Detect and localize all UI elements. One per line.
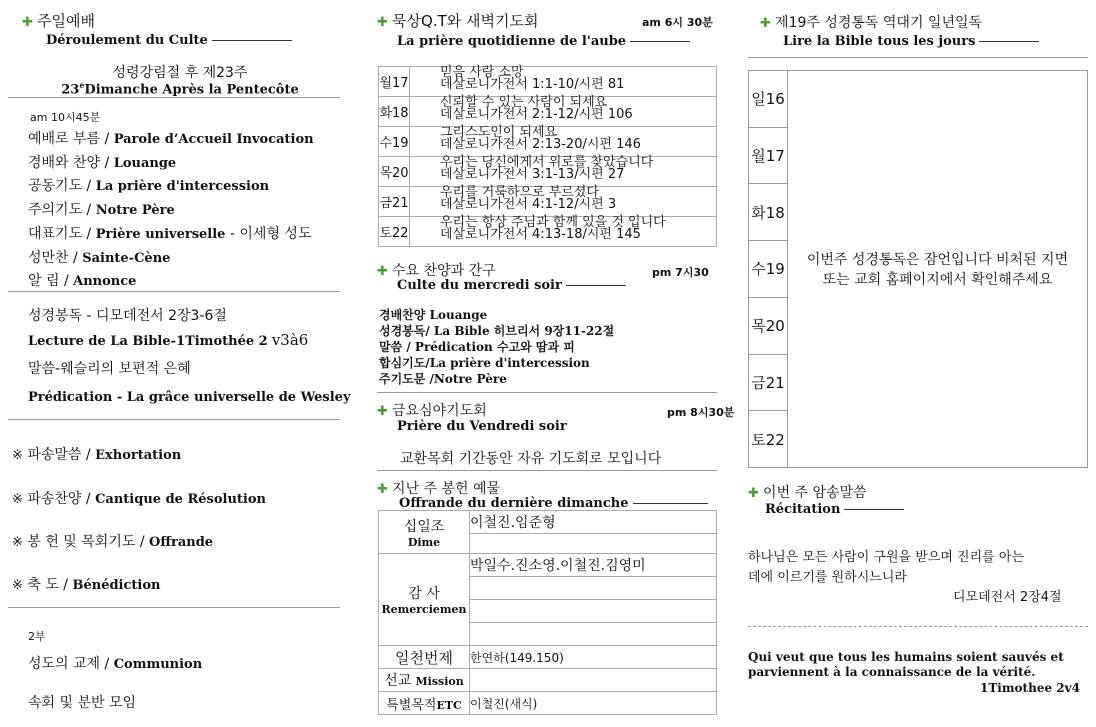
memory-verse-title-fr: Récitation xyxy=(765,502,841,517)
order-item: 성만찬 / Sainte-Cène xyxy=(28,249,171,266)
fri-note: 교환목회 기간동안 자유 기도회로 모입니다 xyxy=(400,451,662,467)
offering-table xyxy=(378,510,717,715)
mission-label: 선교 Mission xyxy=(379,669,470,692)
worship-title-fr: Déroulement du Culte xyxy=(46,33,208,48)
qt-header xyxy=(377,10,722,31)
memory-verse-text: 하나님은 모든 사람이 구원을 받으며 진리를 아는 xyxy=(748,550,1024,565)
weekly-reading-table xyxy=(748,70,1088,468)
closing-item: ※ 봉 헌 및 목회기도 / Offrande xyxy=(12,534,214,550)
order-item: 예배로 부름 / Parole d’Accueil Invocation xyxy=(28,131,314,147)
qt-row: 목20 우리는 당신에게서 위로를 찾았습니다 데살로니가전서 3:1-13/시편 27 xyxy=(379,157,717,187)
memory-verse-header xyxy=(748,482,867,502)
season-ko: 성령강림절 후 제23주 xyxy=(112,65,248,81)
cross-icon: ✚ xyxy=(22,15,33,30)
tithe-names: 이철진.임준형 xyxy=(470,511,717,534)
communion: 성도의 교제 / Communion xyxy=(28,656,203,672)
worship-title-fr-wrap xyxy=(46,33,292,48)
title-underline xyxy=(633,503,708,504)
qt-time: am 6시 30분 xyxy=(642,16,713,29)
cross-icon: ✚ xyxy=(760,16,771,31)
season-sup: e xyxy=(79,80,85,90)
title-underline xyxy=(979,41,1039,42)
fri-time: pm 8시30분 xyxy=(667,406,735,419)
day-label: 월17 xyxy=(749,127,788,184)
offering-header xyxy=(377,478,500,498)
offering-title-fr: Offrande du dernière dimanche xyxy=(399,496,629,511)
thousand-label: 일천번제 xyxy=(379,646,470,669)
season-number: 23 xyxy=(61,82,80,98)
order-item: 경배와 찬양 / Louange xyxy=(28,154,177,171)
bible-reading-title-ko: 제19주 성경통독 역대기 일년일독 xyxy=(775,15,983,31)
title-underline xyxy=(566,285,626,286)
closing-item: ※ 축 도 / Bénédiction xyxy=(12,577,161,593)
qt-row: 월17 믿음 사랑 소망 데살로니가전서 1:1-10/시편 81 xyxy=(379,67,717,97)
memory-verse-fr: Qui veut que tous les humains soient sauvés et xyxy=(748,650,1064,664)
cross-icon: ✚ xyxy=(377,404,388,419)
qt-title-fr-wrap xyxy=(397,34,690,49)
wed-title-fr-wrap xyxy=(397,278,626,293)
offering-title-ko: 지난 주 봉헌 예물 xyxy=(392,481,501,497)
wed-title-ko: 수요 찬양과 간구 xyxy=(392,263,496,279)
day-label: 화18 xyxy=(749,184,788,241)
day-label: 토22 xyxy=(749,411,788,468)
fri-header xyxy=(377,400,735,420)
special-names: 이철진(새식) xyxy=(470,692,717,715)
order-item: 공동기도 / La prière d'intercession xyxy=(28,178,270,195)
wed-line: 성경봉독/ La Bible 히브리서 9장11-22절 xyxy=(379,324,615,338)
qt-title-fr: La prière quotidienne de l'aube xyxy=(397,34,627,49)
reading-column xyxy=(738,0,1096,727)
divider xyxy=(8,607,340,608)
day-label: 금21 xyxy=(749,354,788,411)
order-item: 대표기도 / Prière universelle - 이세형 성도 xyxy=(28,225,312,242)
thousand-names: 한연하(149.150) xyxy=(470,646,717,669)
cross-icon: ✚ xyxy=(377,15,388,30)
divider xyxy=(8,291,340,292)
worship-header xyxy=(22,10,95,31)
divider xyxy=(748,626,1088,627)
part2-label: 2부 xyxy=(28,630,46,643)
title-underline xyxy=(844,509,904,510)
tithe-label: 십일조 Dime xyxy=(379,511,470,554)
reading-verses: v3à6 xyxy=(271,331,309,349)
wed-header xyxy=(377,260,722,280)
bible-reading-title-fr-wrap xyxy=(783,34,1039,49)
special-label: 특별목적ETC xyxy=(379,692,470,715)
qt-row: 토22 우리는 항상 주님과 함께 있을 것 입니다 데살로니가전서 4:13-18/시편 145 xyxy=(379,217,717,247)
memory-verse-ref: 디모데전서 2장4절 xyxy=(953,590,1062,605)
order-item: 주의기도 / Notre Père xyxy=(28,202,175,219)
worship-column xyxy=(0,0,350,727)
wed-line: 주기도문 /Notre Père xyxy=(379,372,507,386)
closing-item: ※ 파송말씀 / Exhortation xyxy=(12,447,182,463)
divider xyxy=(377,392,717,393)
season-fr-text: Dimanche Après la Pentecôte xyxy=(84,82,299,98)
weekly-reading-note: 이번주 성경통독은 잠언입니다 비처된 지면 또는 교회 홈페이지에서 확인해주세요 xyxy=(788,71,1088,468)
reading-fr-wrap xyxy=(28,331,308,349)
order-item: 알 림 / Annonce xyxy=(28,273,137,290)
reading-fr: Lecture de La Bible-1Timothée 2 xyxy=(28,334,268,349)
qt-row: 금21 우리를 거룩하으로 부르셨다 데살로니가전서 4:1-12/시편 3 xyxy=(379,187,717,217)
fri-title-fr: Prière du Vendredi soir xyxy=(397,419,567,434)
thanks-label: 감 사 Remerciemen xyxy=(379,554,470,646)
title-underline xyxy=(630,41,690,42)
thanks-names: 박일수.진소영.이철진.김영미 xyxy=(470,554,717,577)
sermon-fr: Prédication - La grâce universelle de Wesley xyxy=(28,390,351,405)
weekday-column xyxy=(365,0,735,727)
cross-icon: ✚ xyxy=(748,486,759,501)
qt-title-ko: 묵상Q.T와 새벽기도회 xyxy=(392,12,539,30)
memory-verse-fr: parviennent à la connaissance de la vérité. xyxy=(748,665,1036,679)
wed-line: 경배찬양 Louange xyxy=(379,308,488,322)
wed-program xyxy=(379,307,614,387)
order-list xyxy=(28,128,314,294)
fri-title-ko: 금요심야기도회 xyxy=(392,403,487,419)
bible-reading-title-fr: Lire la Bible tous les jours xyxy=(783,34,976,49)
bible-reading-header xyxy=(760,12,982,32)
qt-row: 화18 신뢰할 수 있는 사람이 되세요 데살로니가전서 2:1-12/시편 106 xyxy=(379,97,717,127)
memory-verse-text: 데에 이르기를 원하시느니라 xyxy=(748,570,907,585)
day-label: 일16 xyxy=(749,71,788,128)
season-fr xyxy=(0,80,360,97)
day-label: 목20 xyxy=(749,297,788,354)
day-label: 수19 xyxy=(749,241,788,298)
qt-table xyxy=(378,66,717,247)
worship-time: am 10시45분 xyxy=(30,111,101,124)
cross-icon: ✚ xyxy=(377,482,388,497)
group-meeting: 속회 및 분반 모임 xyxy=(28,695,137,711)
wed-line: 합심기도/La prière d'intercession xyxy=(379,356,590,370)
memory-verse-fr-ref: 1Timothee 2v4 xyxy=(980,681,1080,695)
divider xyxy=(748,57,1088,58)
reading-ko: 성경봉독 - 디모데전서 2장3-6절 xyxy=(28,308,227,324)
divider xyxy=(8,97,340,98)
wed-line: 말씀 / Prédication 수고와 땀과 피 xyxy=(379,340,575,354)
divider xyxy=(8,419,340,420)
title-underline xyxy=(212,40,292,41)
cross-icon: ✚ xyxy=(377,264,388,279)
qt-row: 수19 그리스도인이 되세요 데살로니가전서 2:13-20/시편 146 xyxy=(379,127,717,157)
offering-title-fr-wrap xyxy=(399,496,708,511)
memory-verse-title-ko: 이번 주 암송말씀 xyxy=(763,485,867,501)
wed-title-fr: Culte du mercredi soir xyxy=(397,278,562,293)
divider xyxy=(377,470,717,471)
closing-item: ※ 파송찬양 / Cantique de Résolution xyxy=(12,491,266,507)
worship-title-ko: 주일예배 xyxy=(37,12,96,30)
wed-time: pm 7시30 xyxy=(652,266,709,279)
memory-verse-title-fr-wrap xyxy=(765,502,904,517)
sermon-ko: 말씀-웨슬리의 보편적 은혜 xyxy=(28,361,191,377)
